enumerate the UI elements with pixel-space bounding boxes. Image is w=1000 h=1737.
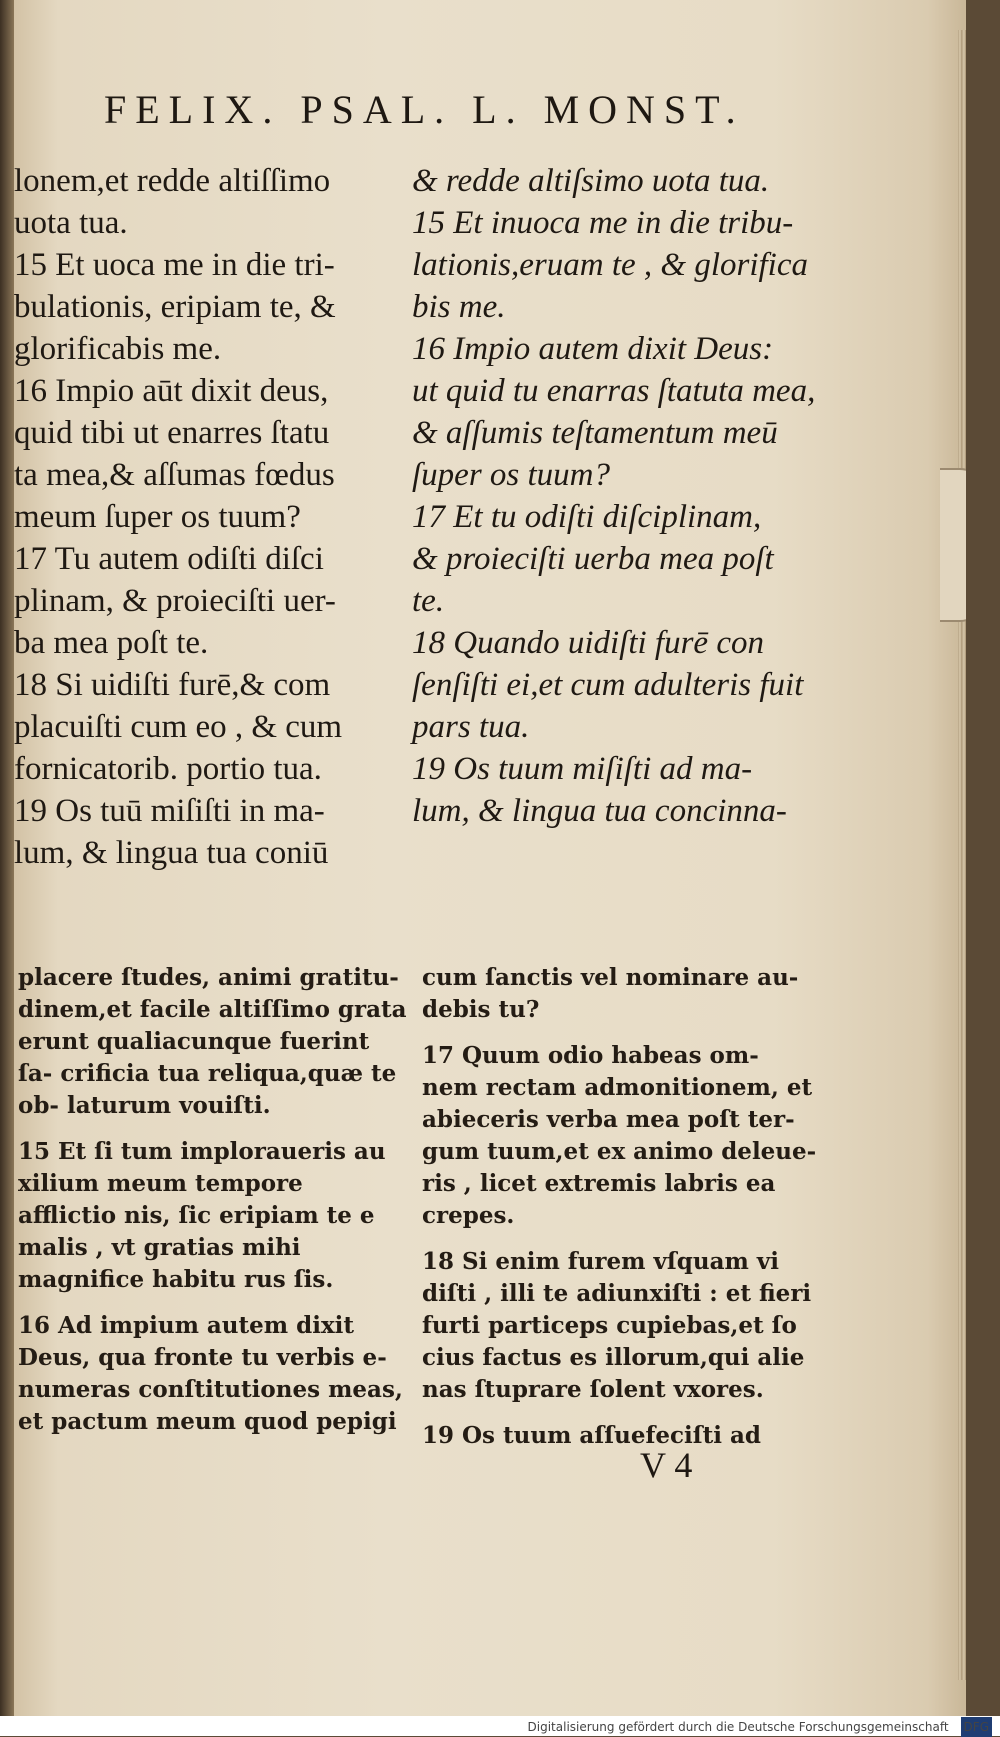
commentary-paragraph: 19 Os tuum aſſuefeciſti ad	[422, 1422, 761, 1449]
text-line: 19 Os tuū miſiſti in ma-	[14, 793, 325, 829]
text-line: 17 Et tu odiſti diſciplinam,	[412, 499, 762, 535]
text-line: fornicatorib. portio tua.	[14, 751, 322, 787]
text-line: quid tibi ut enarres ſtatu	[14, 415, 330, 451]
page-edges	[958, 30, 966, 1680]
text-line: placuiſti cum eo , & cum	[14, 709, 343, 745]
text-line: uota tua.	[14, 205, 128, 241]
text-line: glorificabis me.	[14, 331, 222, 367]
book-spine	[0, 0, 14, 1716]
page-clip	[940, 468, 966, 622]
text-line: bis me.	[412, 289, 506, 325]
left-column-commentary	[18, 962, 408, 1452]
text-line: 18 Si uidiſti furē,& com	[14, 667, 331, 703]
text-line: ſenſiſti ei,et cum adulteris fuit	[412, 667, 804, 703]
commentary-paragraph: 18 Si enim furem vſquam vi diſti , illi te adiunxiſti : et fieri furti particeps cupiebas,et ſo cius factus es illorum,qui alie nas ſtuprare ſolent vxores.	[422, 1248, 812, 1403]
text-line: 15 Et uoca me in die tri-	[14, 247, 335, 283]
text-line: 18 Quando uidiſti furē con	[412, 625, 764, 661]
text-line: bulationis, eripiam te, &	[14, 289, 336, 325]
digitization-footer	[0, 1716, 1000, 1736]
right-column-commentary	[422, 962, 822, 1466]
text-line: & proieciſti uerba mea poſt	[412, 541, 774, 577]
text-line: 16 Impio autem dixit Deus:	[412, 331, 774, 367]
text-line: ba mea poſt te.	[14, 625, 209, 661]
text-line: lum, & lingua tua coniū	[14, 835, 329, 871]
text-line: 15 Et inuoca me in die tribu-	[412, 205, 794, 241]
signature-mark: V 4	[640, 1445, 693, 1485]
text-line: lationis,eruam te , & glorifica	[412, 247, 808, 283]
running-header: FELIX. PSAL. L. MONST.	[104, 87, 745, 132]
commentary-paragraph: 15 Et ſi tum imploraueris au xilium meum tempore afflictio nis, ſic eripiam te e malis , vt gratias mihi magnifice habitu rus ſis.	[18, 1138, 386, 1293]
footer-credit: Digitalisierung gefördert durch die Deutsche Forschungsgemeinschaft	[527, 1720, 949, 1734]
text-line: & redde altiſsimo uota tua.	[412, 163, 770, 199]
text-line: lum, & lingua tua concinna-	[412, 793, 787, 829]
text-line: ta mea,& aſſumas fœdus	[14, 457, 335, 493]
commentary-paragraph: cum ſanctis vel nominare au- debis tu?	[422, 964, 799, 1023]
commentary-paragraph: 17 Quum odio habeas om- nem rectam admonitionem, et abieceris verba mea poſt ter- gum tuum,et ex animo deleue- ris , licet extremis labris ea crepes.	[422, 1042, 817, 1229]
text-line: pars tua.	[412, 709, 530, 745]
text-line: te.	[412, 583, 445, 619]
commentary-paragraph: placere ſtudes, animi gratitu- dinem,et facile altiſſimo grata erunt qualiacunque fuerint ſa- crificia tua reliqua,quæ te ob- laturum vouiſti.	[18, 964, 407, 1119]
text-line: lonem,et redde altiſſimo	[14, 163, 331, 199]
dfg-logo-badge: DFG	[961, 1717, 992, 1737]
text-line: 17 Tu autem odiſti diſci	[14, 541, 324, 577]
text-line: ſuper os tuum?	[412, 457, 610, 493]
right-column-latin	[412, 160, 832, 832]
left-column-latin	[14, 160, 414, 874]
commentary-paragraph: 16 Ad impium autem dixit Deus, qua fronte tu verbis e- numeras conſtitutiones meas, et pactum meum quod pepigi	[18, 1312, 403, 1435]
text-line: meum ſuper os tuum?	[14, 499, 301, 535]
text-line: 19 Os tuum miſiſti ad ma-	[412, 751, 753, 787]
text-line: 16 Impio aūt dixit deus,	[14, 373, 329, 409]
text-line: & aſſumis teſtamentum meū	[412, 415, 778, 451]
text-line: ut quid tu enarras ſtatuta mea,	[412, 373, 816, 409]
text-line: plinam, & proieciſti uer-	[14, 583, 336, 619]
